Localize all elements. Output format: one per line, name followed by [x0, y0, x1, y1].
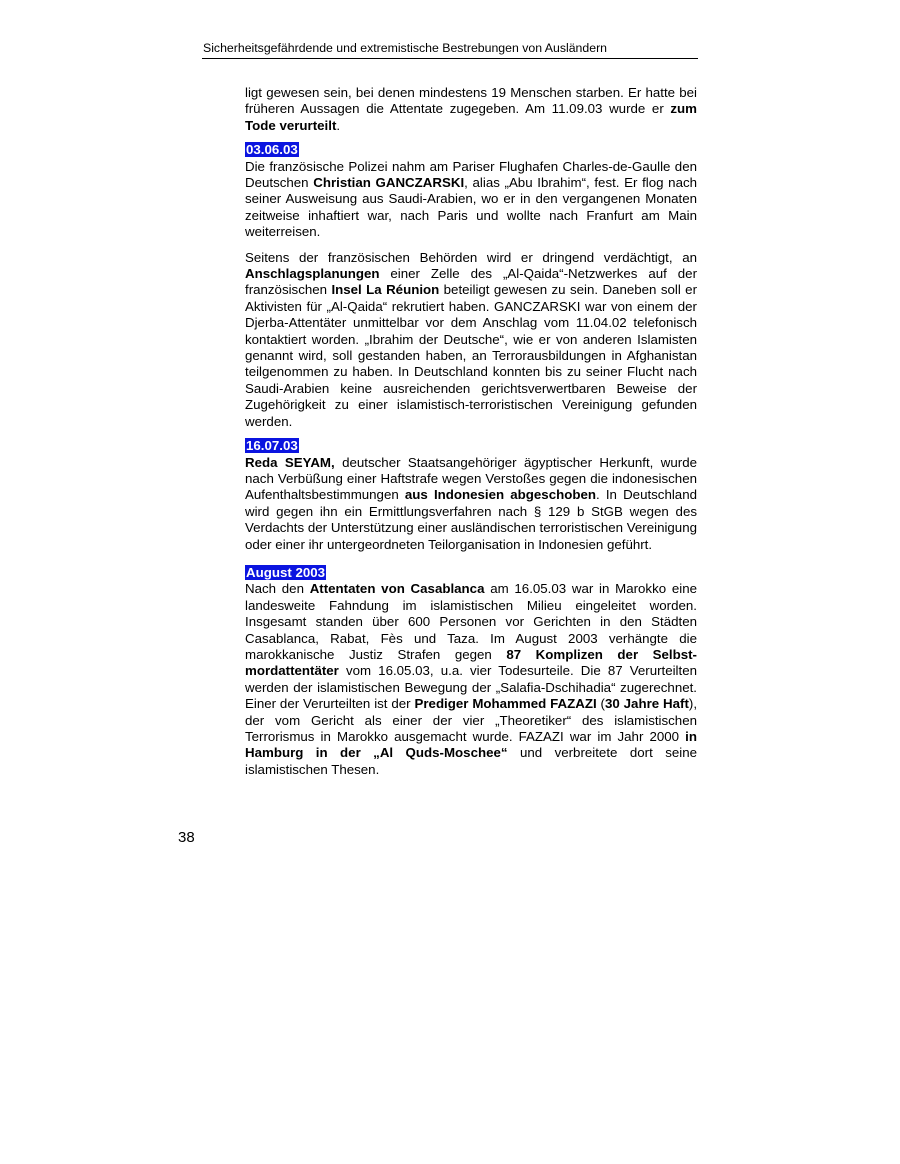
entry-section	[245, 438, 697, 553]
text-run: und verbreitete dort seine islamistischen Thesen.	[245, 745, 697, 777]
intro-paragraph	[245, 85, 697, 134]
text-run: .	[336, 117, 341, 133]
entries-list	[245, 142, 697, 778]
bold-text: 87 Komplizen der Selbstmordattentäter	[245, 646, 697, 679]
entry-paragraph	[245, 455, 697, 553]
text-run: einer Zelle des „Al-Qaida“-Netzwerkes auf der französischen	[245, 266, 697, 298]
bold-text: 30 Jahre Haft	[604, 696, 689, 712]
text-run: Seitens der französischen Behörden wird er dringend verdächtigt, an	[245, 249, 697, 265]
entry-date-label: August 2003	[246, 564, 326, 580]
text-run: am 16.05.03 war in Marokko eine landesweite Fahndung im islamistischen Milieu eingeleitet worden. Insgesamt standen über 600 Personen vor Gerichten in den Städten Casablanca, Rabat, Fès und Taza. Im August 2003 verhängte die marokkanische Justiz Strafen gegen	[245, 581, 697, 662]
entry-paragraph	[245, 250, 697, 430]
page-number: 38	[178, 829, 195, 846]
bold-text: zum Tode verurteilt	[245, 101, 697, 133]
entry-paragraph	[245, 581, 697, 778]
text-run: (	[596, 696, 605, 712]
bold-text: Christian GANCZARSKI	[313, 175, 465, 191]
text-run: ligt gewesen sein, bei denen mindestens 19 Menschen starben. Er hatte bei früheren Aussagen die Attentate zugegeben. Am 11.09.03 wurde er	[245, 85, 697, 117]
bold-text: Anschlagsplanungen	[245, 266, 380, 282]
entry-date-row	[245, 142, 697, 158]
bold-text: Attentaten von Casablanca	[309, 581, 485, 597]
entry-date-row	[245, 438, 697, 454]
bold-text: in Hamburg in der „Al Quds-Moschee“	[245, 728, 697, 761]
entry-date-label: 16.07.03	[246, 438, 298, 454]
document-body	[245, 85, 697, 778]
bold-text: Prediger Mohammed FAZAZI	[414, 696, 597, 712]
running-header: Sicherheitsgefährdende und extremistische Bestrebungen von Ausländern	[203, 41, 608, 55]
header-rule	[202, 58, 698, 59]
text-run: Die französische Polizei nahm am Pariser Flughafen Charles-de-Gaulle den Deutschen	[245, 158, 697, 191]
text-run: ), der vom Gericht als einer der vier „Theoretiker“ des islamistischen Terrorismus in Marokko ausgemacht wurde. FAZAZI war im Jahr 2000	[245, 696, 698, 744]
text-run: . In Deutschland wird gegen ihn ein Ermittlungsverfahren nach § 129 b StGB wegen des Verdachts der Unterstützung einer ausländischen terroristischen Vereinigung oder einer ihr untergeordneten Teilorganisation in Indonesien geführt.	[245, 487, 697, 552]
entry-date-row	[245, 565, 697, 581]
entry-date-label: 03.06.03	[246, 142, 298, 158]
entry-paragraph	[245, 159, 697, 241]
text-run: deutscher Staatsangehöriger ägyptischer Herkunft, wurde nach Verbüßung einer Haftstrafe wegen Verstoßes gegen die indonesischen Aufenthaltsbestimmungen	[245, 454, 698, 503]
text-run: beteiligt gewesen zu sein. Daneben soll er Aktivisten für „Al-Qaida“ rekrutiert haben. GANCZARSKI war von einem der Djerba-Attentäter unmittelbar vor dem Anschlag vom 11.04.02 telefonisch kontaktiert worden. „Ibrahim der Deutsche“, wie er von anderen Islamisten genannt wird, soll gestanden haben, an Terrorausbildungen in Afghanistan teilgenommen zu haben. In Deutschland konnten bis zu seiner Flucht nach Saudi-Arabien keine ausreichenden gerichtsverwertbaren Beweise der Zugehörigkeit zu einer islamistisch-terroristischen Vereinigung gefunden werden.	[245, 282, 698, 429]
entry-section	[245, 565, 697, 778]
bold-text: aus Indonesien abgeschoben	[404, 487, 596, 503]
text-run: vom 16.05.03, u.a. vier Todesurteile. Die 87 Verurteilten werden der islamistischen Bewegung der „Salafia-Dschihadia“ zugerechnet. Einer der Verurteilten ist der	[245, 663, 697, 712]
text-run: , alias „Abu Ibrahim“, fest. Er flog nach seiner Ausweisung aus Saudi-Arabien, wo er in den vergangenen Monaten zeitweise inhaftiert war, nach Paris und wollte nach Franfurt am Main weiterreisen.	[245, 175, 698, 240]
bold-text: Insel La Réunion	[331, 282, 440, 298]
bold-text: Reda SEYAM,	[245, 454, 335, 470]
text-run: Nach den	[245, 581, 310, 597]
entry-section	[245, 142, 697, 430]
